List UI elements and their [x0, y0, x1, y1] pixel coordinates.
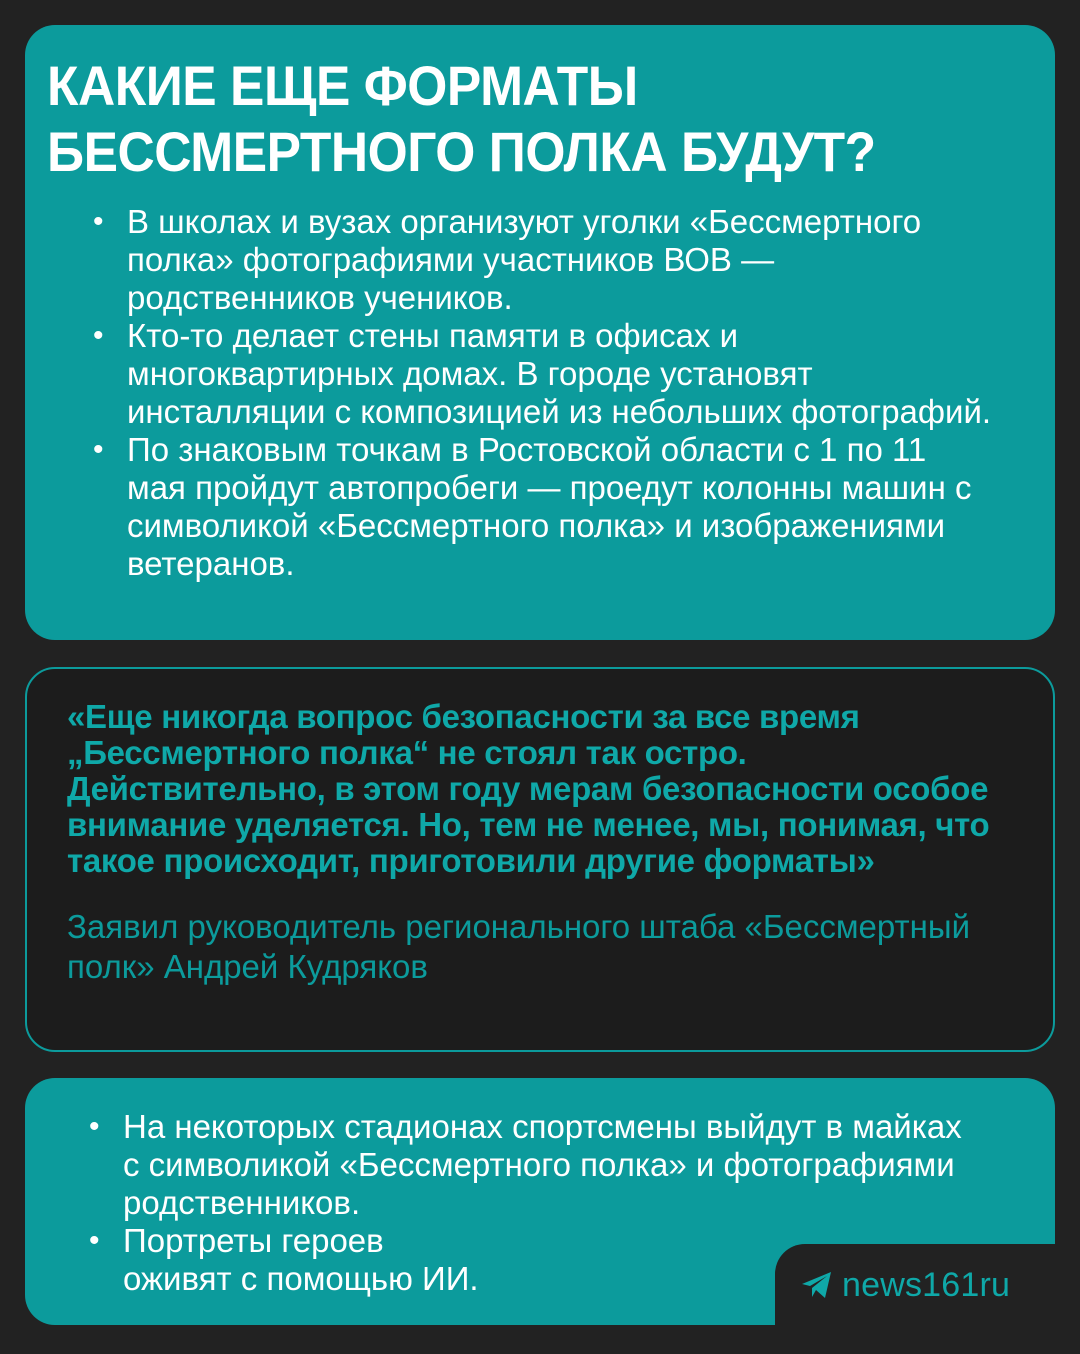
quote-text: «Еще никогда вопрос безопасности за все время „Бессмертного полка“ не стоял так остро. Действительно, в этом году мерам безопасности особое внимание уделяется. Но, тем не менее, мы, понимая, что такое происходит, приготовили другие форматы» — [67, 698, 990, 879]
list-item — [25, 1108, 973, 1222]
list-item-text: В школах и вузах организуют уголки «Бессмертного полка» фотографиями участников ВОВ — родственников учеников. — [127, 203, 922, 316]
bullet-icon: • — [93, 319, 104, 352]
quote-card — [25, 667, 1055, 1052]
telegram-icon — [800, 1270, 834, 1300]
list-item — [25, 1222, 483, 1298]
headline-line-2: БЕССМЕРТНОГО ПОЛКА БУДУТ? — [47, 120, 876, 183]
brand-name: news161ru — [842, 1265, 1011, 1304]
bullet-icon: • — [89, 1110, 100, 1143]
formats-list — [47, 203, 1015, 583]
list-item — [47, 203, 1007, 317]
headline-line-1: КАКИЕ ЕЩЕ ФОРМАТЫ — [47, 54, 638, 117]
list-item-text: Кто-то делает стены памяти в офисах и многоквартирных домах. В городе установят инсталляции с композицией из небольших фотографий. — [127, 317, 992, 430]
top-info-card — [25, 25, 1055, 640]
brand-tag[interactable] — [800, 1262, 1010, 1308]
list-item — [47, 431, 977, 583]
page-title — [47, 53, 938, 185]
list-item-text: На некоторых стадионах спортсмены выйдут в майках с символикой «Бессмертного полка» и фотографиями родственников. — [123, 1108, 962, 1221]
bullet-icon: • — [93, 205, 104, 238]
list-item-text: Портреты героев оживят с помощью ИИ. — [123, 1222, 479, 1297]
bullet-icon: • — [93, 433, 104, 466]
list-item-text: По знаковым точкам в Ростовской области с 1 по 11 мая пройдут автопробеги — проедут колонны машин с символикой «Бессмертного полка» и изображениями ветеранов. — [127, 431, 972, 582]
quote-attribution: Заявил руководитель регионального штаба «Бессмертный полк» Андрей Кудряков — [67, 908, 971, 985]
bullet-icon: • — [89, 1224, 100, 1257]
list-item — [47, 317, 997, 431]
